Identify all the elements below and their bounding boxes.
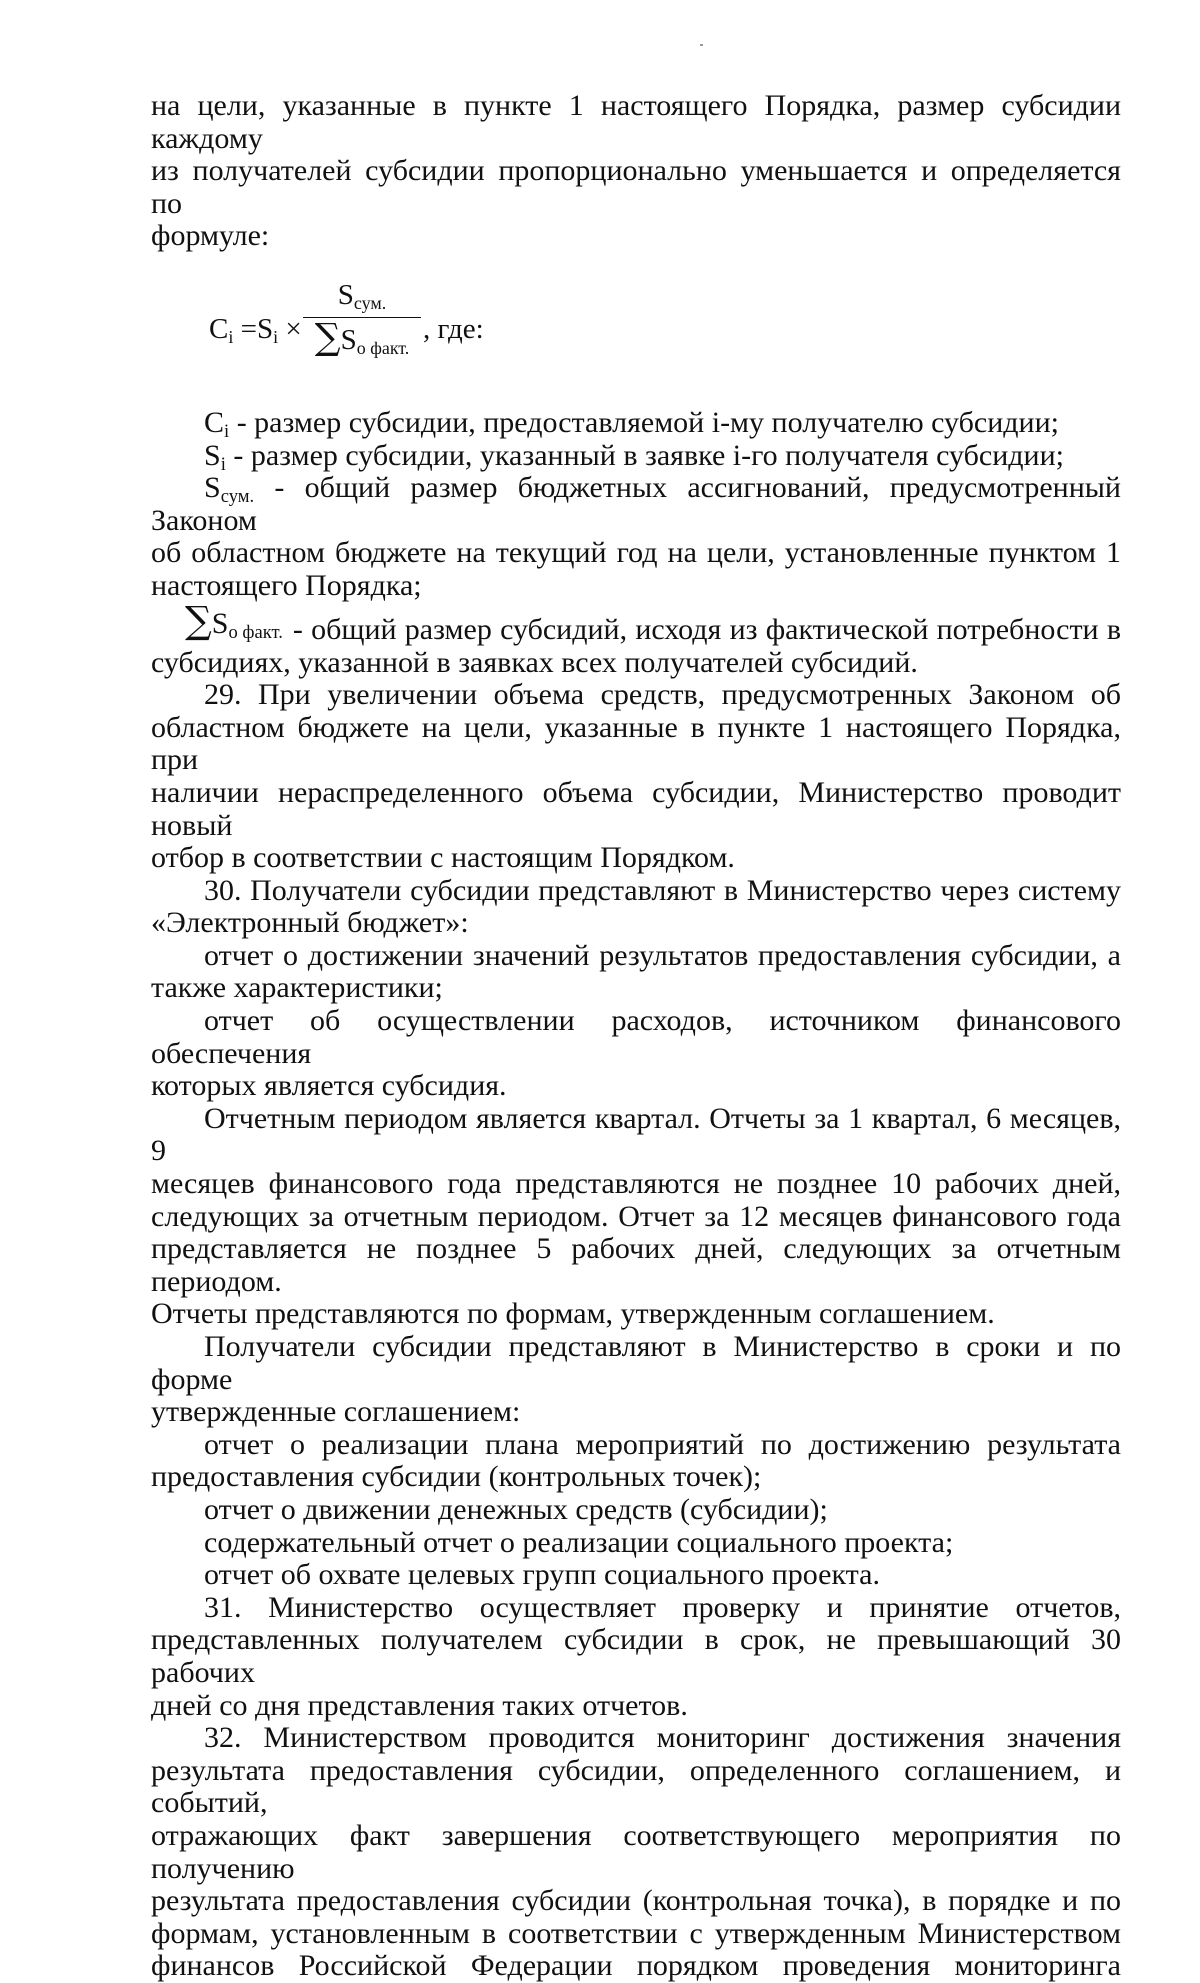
list-item: отчет о движении денежных средств (субсидии); — [204, 1492, 828, 1526]
text-line: Отчеты представляются по формам, утвержденным соглашением. — [151, 1297, 995, 1331]
text-line: представленных получателем субсидии в срок, не превышающий 30 рабочих — [151, 1623, 1121, 1689]
paragraph-31 — [151, 1592, 1121, 1722]
paragraph-29 — [151, 679, 1121, 875]
formula-numerator: $S_{сум.}$ — [337, 278, 387, 313]
formula-denominator: $\sum S_{о факт.}$ — [314, 314, 410, 358]
text-line: об областном бюджете на текущий год на цели, установленные пунктом 1 — [151, 536, 1121, 570]
text-line: «Электронный бюджет»: — [151, 906, 469, 940]
list-item: отчет о реализации плана мероприятий по достижению результата — [204, 1427, 1121, 1461]
sum-term: $\sum S_{о факт.}$ — [185, 597, 283, 644]
text-line: настоящего Порядка; — [151, 568, 422, 602]
subsidy-formula — [151, 275, 1121, 377]
text-line: отражающих факт завершения соответствующего мероприятия по получению — [151, 1818, 1121, 1885]
text-line: на цели, указанные в пункте 1 настоящего Порядка, размер субсидии каждому — [151, 89, 1121, 155]
sum-symbol: ∑ — [314, 314, 341, 358]
text-line: утвержденные соглашением: — [151, 1395, 521, 1429]
text-line: дней со дня представления таких отчетов. — [151, 1688, 688, 1722]
paragraph-30 — [151, 875, 1121, 1103]
list-item: отчет о достижении значений результатов предоставления субсидии, а — [204, 938, 1121, 972]
text-line: Отчетным периодом является квартал. Отчеты за 1 квартал, 6 месяцев, 9 — [151, 1101, 1121, 1168]
agreement-reports-paragraph — [151, 1331, 1121, 1592]
text-line: результата предоставления субсидии (контрольная точка), в порядке и по — [151, 1884, 1121, 1918]
text-line: представляется не позднее 5 рабочих дней, следующих за отчетным периодом. — [151, 1232, 1121, 1298]
text-line: из получателей субсидии пропорционально уменьшается и определяется по — [151, 154, 1121, 220]
list-item: отчет об охвате целевых групп социального проекта. — [204, 1558, 880, 1592]
text-line: 29. При увеличении объема средств, предусмотренных Законом об — [204, 678, 1121, 712]
paragraph-32 — [151, 1722, 1121, 1983]
text-line: результата предоставления субсидии, определенного соглашением, и событий, — [151, 1753, 1121, 1820]
list-item: содержательный отчет о реализации социального проекта; — [204, 1525, 954, 1559]
text-line: Получатели субсидии представляют в Министерство в сроки и по форме — [151, 1330, 1121, 1396]
text-line: формам, установленным в соответствии с утвержденным Министерством — [151, 1916, 1121, 1950]
text-line: также характеристики; — [151, 971, 443, 1005]
text-line: наличии нераспределенного объема субсидии, Министерство проводит новый — [151, 775, 1121, 842]
text-line: формуле: — [151, 219, 270, 253]
text-line: областном бюджете на цели, указанные в пункте 1 настоящего Порядка, при — [151, 710, 1121, 777]
text-line: 30. Получатели субсидии представляют в Министерство через систему — [204, 873, 1121, 907]
list-item: отчет об осуществлении расходов, источником финансового обеспечения — [151, 1004, 1121, 1070]
text-line: следующих за отчетным периодом. Отчет за 12 месяцев финансового года — [151, 1199, 1121, 1233]
definition-s: $S_i$ - размер субсидии, указанный в заявке i-го получателя субсидии; — [204, 438, 1064, 475]
text-line: финансов Российской Федерации порядком проведения мониторинга — [151, 1949, 1121, 1983]
text-line: 31. Министерство осуществляет проверку и принятие отчетов, — [204, 1590, 1121, 1624]
text-line: предоставления субсидии (контрольных точек); — [151, 1460, 762, 1494]
text-line: - общий размер субсидий, исходя из фактической потребности в — [292, 612, 1121, 646]
definition-sum — [185, 597, 1121, 647]
text-line: месяцев финансового года представляются не позднее 10 рабочих дней, — [151, 1167, 1121, 1201]
text-line: 32. Министерством проводится мониторинг достижения значения — [204, 1721, 1121, 1755]
reporting-period-paragraph — [151, 1103, 1121, 1331]
text-line: субсидиях, указанной в заявках всех получателей субсидий. — [151, 645, 918, 679]
definition-ssum: $S_{сум.}$ - общий размер бюджетных ассигнований, предусмотренный Законом — [151, 471, 1121, 537]
definitions — [151, 407, 1121, 679]
formula-where: , где: — [423, 312, 484, 345]
definition-c: $C_i$ - размер субсидии, предоставляемой i-му получателю субсидии; — [204, 405, 1059, 443]
text-line: отбор в соответствии с настоящим Порядком. — [151, 841, 735, 875]
intro-paragraph — [151, 90, 1121, 253]
sum-symbol: ∑ — [185, 597, 212, 642]
scan-speck — [700, 44, 703, 46]
document-body — [151, 90, 1121, 1983]
formula-lhs: $C_i =S_i$ × — [209, 312, 302, 347]
text-line: которых является субсидия. — [151, 1069, 507, 1103]
